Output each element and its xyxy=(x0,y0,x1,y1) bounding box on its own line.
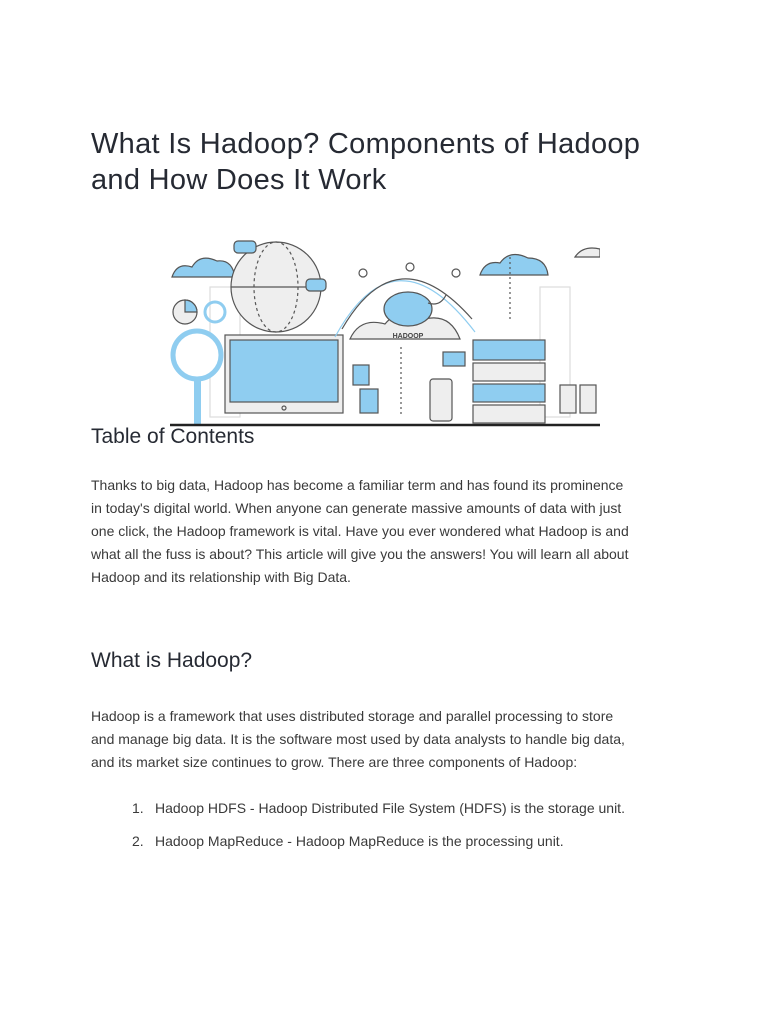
title-line: and How Does It Work xyxy=(91,164,387,196)
illustration-label: HADOOP xyxy=(392,333,424,340)
text-line: Hadoop is a framework that uses distributed storage and parallel processing to store xyxy=(91,708,614,724)
title-line: What Is Hadoop? Components of Hadoop xyxy=(91,128,641,160)
list-item: Hadoop HDFS - Hadoop Distributed File System (HDFS) is the storage unit. xyxy=(155,800,625,816)
text-line: Thanks to big data, Hadoop has become a familiar term and has found its prominence xyxy=(91,477,624,493)
text-line: one click, the Hadoop framework is vital. Have you ever wondered what Hadoop is and xyxy=(91,523,629,539)
text-line: and its market size continues to grow. There are three components of Hadoop: xyxy=(91,754,578,770)
toc-heading: Table of Contents xyxy=(91,425,255,448)
list-number: 1. xyxy=(132,800,144,816)
hadoop-illustration xyxy=(170,237,600,427)
text-line: what all the fuss is about? This article will give you the answers! You will learn all about xyxy=(91,546,629,562)
text-line: and manage big data. It is the software most used by data analysts to handle big data, xyxy=(91,731,625,747)
text-line: Hadoop and its relationship with Big Data. xyxy=(91,569,351,585)
page-title xyxy=(91,126,640,198)
list-number: 2. xyxy=(132,833,144,849)
text-line: in today's digital world. When anyone can generate massive amounts of data with just xyxy=(91,500,622,516)
section-paragraph xyxy=(91,705,625,774)
list-item: Hadoop MapReduce - Hadoop MapReduce is the processing unit. xyxy=(155,833,564,849)
section-heading: What is Hadoop? xyxy=(91,649,253,672)
intro-paragraph xyxy=(91,474,629,589)
